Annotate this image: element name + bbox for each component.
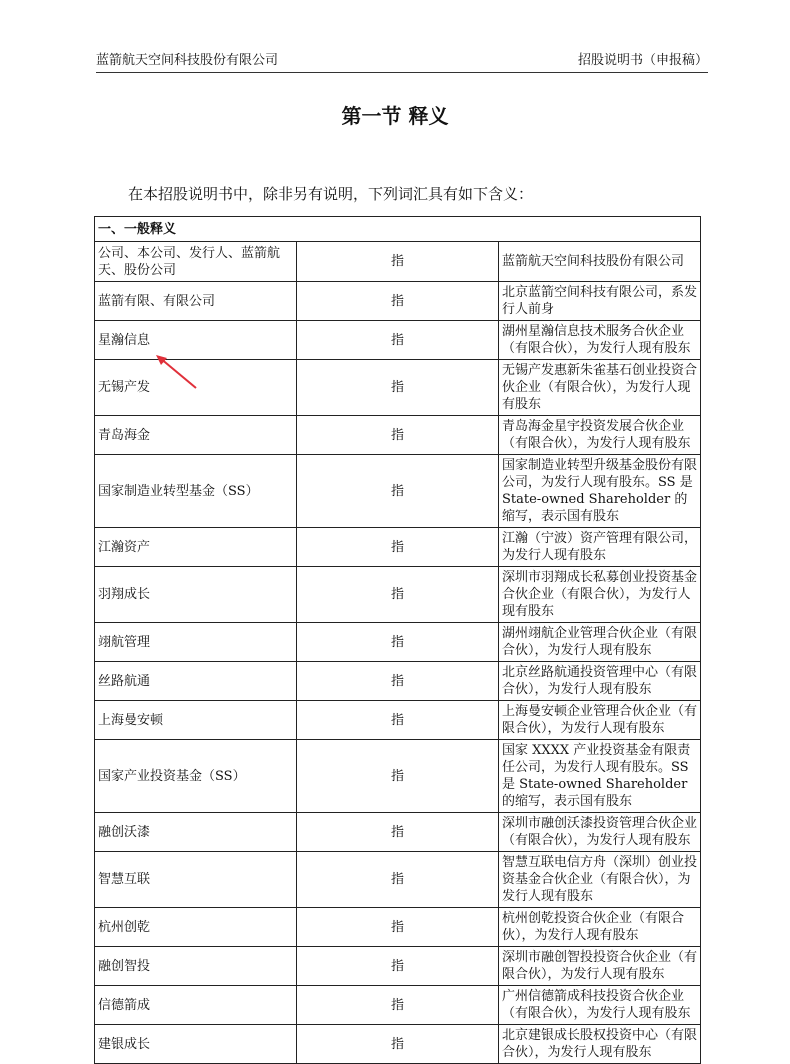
definition-cell: 杭州创乾投资合伙企业（有限合伙），为发行人现有股东: [499, 908, 701, 947]
table-row: [95, 908, 701, 947]
table-row: [95, 623, 701, 662]
header-company: 蓝箭航天空间科技股份有限公司: [96, 53, 279, 68]
table-section-row: [95, 217, 701, 242]
zhi-cell: 指: [297, 416, 499, 455]
definitions-table: [94, 216, 701, 1064]
term-cell: 上海曼安顿: [95, 701, 297, 740]
term-cell: 蓝箭有限、有限公司: [95, 282, 297, 321]
table-row: [95, 567, 701, 623]
term-cell: 羽翔成长: [95, 567, 297, 623]
definition-cell: 广州信德箭成科技投资合伙企业（有限合伙），为发行人现有股东: [499, 986, 701, 1025]
term-cell: 国家产业投资基金（SS）: [95, 740, 297, 813]
table-row: [95, 528, 701, 567]
zhi-cell: 指: [297, 947, 499, 986]
zhi-cell: 指: [297, 740, 499, 813]
definition-cell: 湖州翊航企业管理合伙企业（有限合伙），为发行人现有股东: [499, 623, 701, 662]
definition-cell: 江瀚（宁波）资产管理有限公司，为发行人现有股东: [499, 528, 701, 567]
definition-cell: 深圳市融创智投投资合伙企业（有限合伙），为发行人现有股东: [499, 947, 701, 986]
zhi-cell: 指: [297, 813, 499, 852]
table-row: [95, 701, 701, 740]
term-cell: 无锡产发: [95, 360, 297, 416]
definition-cell: 湖州星瀚信息技术服务合伙企业（有限合伙），为发行人现有股东: [499, 321, 701, 360]
table-row: [95, 947, 701, 986]
definition-cell: 国家制造业转型升级基金股份有限公司，为发行人现有股东。SS 是 State-owned Shareholder 的缩写，表示国有股东: [499, 455, 701, 528]
definition-cell: 青岛海金星宇投资发展合伙企业（有限合伙），为发行人现有股东: [499, 416, 701, 455]
term-cell: 江瀚资产: [95, 528, 297, 567]
zhi-cell: 指: [297, 908, 499, 947]
definition-cell: 国家 XXXX 产业投资基金有限责任公司，为发行人现有股东。SS 是 State-owned Shareholder 的缩写，表示国有股东: [499, 740, 701, 813]
term-cell: 建银成长: [95, 1025, 297, 1064]
term-cell: 融创智投: [95, 947, 297, 986]
term-cell: 星瀚信息: [95, 321, 297, 360]
table-row: [95, 662, 701, 701]
zhi-cell: 指: [297, 852, 499, 908]
term-cell: 融创沃漆: [95, 813, 297, 852]
table-row: [95, 242, 701, 282]
term-cell: 青岛海金: [95, 416, 297, 455]
arrow-shaft: [160, 358, 196, 388]
zhi-cell: 指: [297, 986, 499, 1025]
section-title: 第一节 释义: [341, 104, 449, 128]
zhi-cell: 指: [297, 567, 499, 623]
zhi-cell: 指: [297, 321, 499, 360]
table-row: [95, 852, 701, 908]
definition-cell: 智慧互联电信方舟（深圳）创业投资基金合伙企业（有限合伙），为发行人现有股东: [499, 852, 701, 908]
table-row: [95, 455, 701, 528]
table-row: [95, 416, 701, 455]
table-row: [95, 1025, 701, 1064]
term-cell: 信德箭成: [95, 986, 297, 1025]
page-header: [96, 52, 708, 73]
zhi-cell: 指: [297, 528, 499, 567]
zhi-cell: 指: [297, 701, 499, 740]
definition-cell: 无锡产发惠新朱雀基石创业投资合伙企业（有限合伙），为发行人现有股东: [499, 360, 701, 416]
zhi-cell: 指: [297, 623, 499, 662]
definition-cell: 蓝箭航天空间科技股份有限公司: [499, 242, 701, 282]
table-row: [95, 986, 701, 1025]
table-row: [95, 813, 701, 852]
zhi-cell: 指: [297, 242, 499, 282]
definition-cell: 上海曼安顿企业管理合伙企业（有限合伙），为发行人现有股东: [499, 701, 701, 740]
header-doc-title: 招股说明书（申报稿）: [577, 53, 708, 68]
term-cell: 丝路航通: [95, 662, 297, 701]
term-cell: 杭州创乾: [95, 908, 297, 947]
term-cell: 智慧互联: [95, 852, 297, 908]
definition-cell: 深圳市羽翔成长私募创业投资基金合伙企业（有限合伙），为发行人现有股东: [499, 567, 701, 623]
zhi-cell: 指: [297, 282, 499, 321]
definition-cell: 北京蓝箭空间科技有限公司，系发行人前身: [499, 282, 701, 321]
table-row: [95, 282, 701, 321]
intro-paragraph: 在本招股说明书中，除非另有说明，下列词汇具有如下含义：: [128, 185, 534, 203]
annotation-arrow-icon: [150, 352, 210, 392]
definition-cell: 北京丝路航通投资管理中心（有限合伙），为发行人现有股东: [499, 662, 701, 701]
zhi-cell: 指: [297, 455, 499, 528]
zhi-cell: 指: [297, 662, 499, 701]
zhi-cell: 指: [297, 1025, 499, 1064]
definition-cell: 深圳市融创沃漆投资管理合伙企业（有限合伙），为发行人现有股东: [499, 813, 701, 852]
term-cell: 公司、本公司、发行人、蓝箭航天、股份公司: [95, 242, 297, 282]
definition-cell: 北京建银成长股权投资中心（有限合伙），为发行人现有股东: [499, 1025, 701, 1064]
section-label: 一、一般释义: [95, 217, 701, 242]
term-cell: 翊航管理: [95, 623, 297, 662]
zhi-cell: 指: [297, 360, 499, 416]
table-row: [95, 740, 701, 813]
term-cell: 国家制造业转型基金（SS）: [95, 455, 297, 528]
